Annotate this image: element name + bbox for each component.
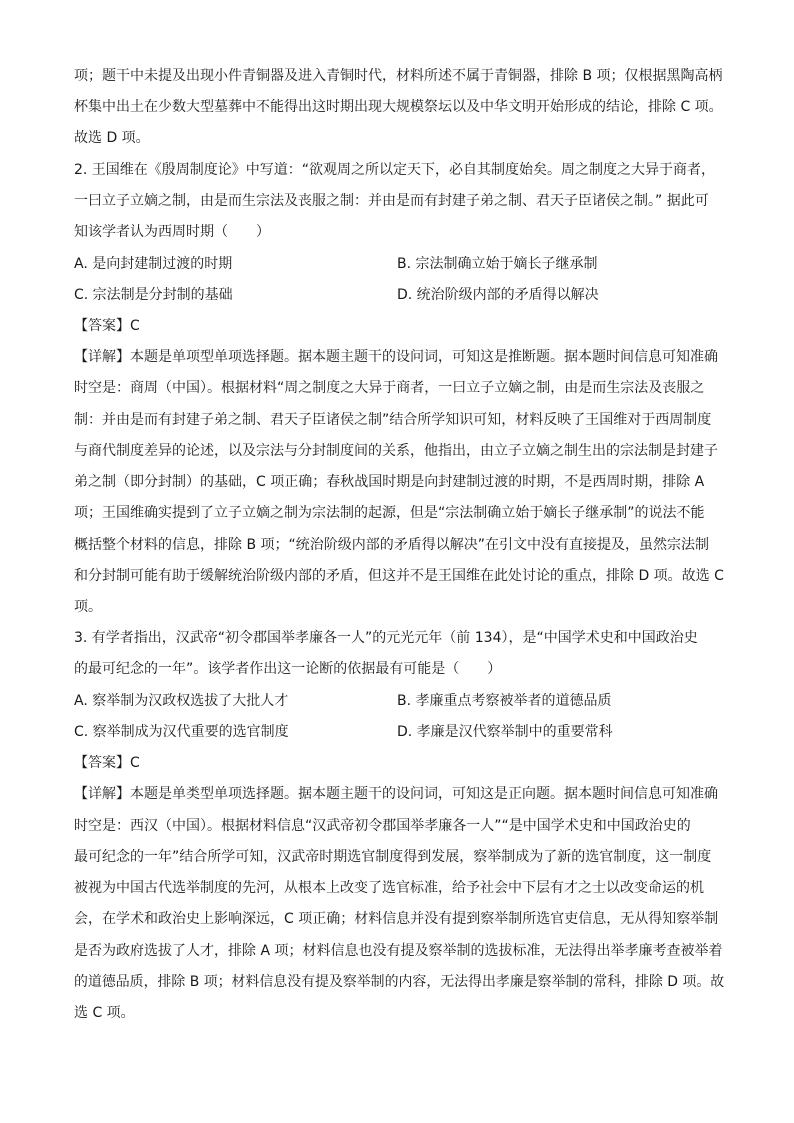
intro-line-1: 项；题干中未提及出现小件青铜器及进入青铜时代，材料所述不属于青铜器，排除 B 项；仅根据黑陶高柄 <box>74 68 723 84</box>
q2-option-d: D. 统治阶级内部的矛盾得以解决 <box>397 287 599 303</box>
q2-detail-line-4: 与商代制度差异的论述，以及宗法与分封制度间的关系，他指出，由立子立嫡之制生出的宗法制是封建子 <box>74 443 718 459</box>
q2-detail-line-5: 弟之制（即分封制）的基础，C 项正确；春秋战国时期是向封建制过渡的时期，不是西周时期，排除 A <box>74 474 705 490</box>
q3-detail-line-3: 最可纪念的一年”结合所学可知，汉武帝时期选官制度得到发展，察举制成为了新的选官制度，这一制度 <box>74 849 712 865</box>
q2-detail-line-3: 制：并由是而有封建子弟之制、君天子臣诸侯之制”结合所学知识可知，材料反映了王国维对于西周制度 <box>74 412 712 428</box>
q2-detail-line-9: 项。 <box>74 599 102 615</box>
q3-detail-line-6: 是否为政府选拔了人才，排除 A 项；材料信息也没有提及察举制的选拔标准，无法得出举孝廉考查被举着 <box>74 943 723 959</box>
q2-answer: 【答案】C <box>74 318 140 334</box>
q3-option-c: C. 察举制成为汉代重要的选官制度 <box>74 724 289 740</box>
q3-option-d: D. 孝廉是汉代察举制中的重要常科 <box>397 724 613 740</box>
q2-option-c: C. 宗法制是分封制的基础 <box>74 287 233 303</box>
q3-stem-line-2: 的最可纪念的一年”。该学者作出这一论断的依据最有可能是（ ） <box>74 661 502 677</box>
q3-detail-line-4: 被视为中国古代选举制度的先河，从根本上改变了选官标准，给予社会中下层有才之士以改变命运的机 <box>74 880 704 896</box>
q3-detail-line-7: 的道德品质，排除 B 项；材料信息没有提及察举制的内容，无法得出孝廉是察举制的常科，排除 D 项。故 <box>74 974 725 990</box>
q2-option-b: B. 宗法制确立始于嫡长子继承制 <box>397 256 598 272</box>
q2-stem-line-2: 一曰立子立嫡之制，由是而生宗法及丧服之制：并由是而有封建子弟之制、君天子臣诸侯之制。” 据此可 <box>74 193 709 209</box>
q2-detail-line-2: 时空是：商周（中国）。根据材料“周之制度之大异于商者，一曰立子立嫡之制，由是而生宗法及丧服之 <box>74 380 705 396</box>
q2-detail-line-6: 项；王国维确实提到了立子立嫡之制为宗法制的起源，但是“宗法制确立始于嫡长子继承制”的说法不能 <box>74 505 705 521</box>
q2-option-a: A. 是向封建制过渡的时期 <box>74 256 233 272</box>
intro-line-2: 杯集中出土在少数大型墓葬中不能得出这时期出现大规模祭坛以及中华文明开始形成的结论，排除 C 项。 <box>74 99 723 115</box>
q2-stem-line-1: 2. 王国维在《殷周制度论》中写道：“欲观周之所以定天下，必自其制度始矣。周之制度之大异于商者， <box>74 162 716 178</box>
q2-detail-line-1: 【详解】本题是单项型单项选择题。据本题主题干的设问词，可知这是推断题。据本题时间信息可知准确 <box>74 349 718 365</box>
q3-detail-line-5: 会，在学术和政治史上影响深远，C 项正确；材料信息并没有提到察举制所选官吏信息，无从得知察举制 <box>74 911 719 927</box>
q2-stem-line-3: 知该学者认为西周时期（ ） <box>74 224 270 240</box>
q3-answer: 【答案】C <box>74 755 140 771</box>
intro-line-3: 故选 D 项。 <box>74 130 150 146</box>
q3-option-b: B. 孝廉重点考察被举者的道德品质 <box>397 693 612 709</box>
q2-detail-line-7: 概括整个材料的信息，排除 B 项；“统治阶级内部的矛盾得以解决”在引文中没有直接提及，虽然宗法制 <box>74 537 710 553</box>
q3-detail-line-1: 【详解】本题是单类型单项选择题。据本题主题干的设问词，可知这是正向题。据本题时间信息可知准确 <box>74 786 718 802</box>
q3-option-a: A. 察举制为汉政权选拔了大批人才 <box>74 693 289 709</box>
q2-detail-line-8: 和分封制可能有助于缓解统治阶级内部的矛盾，但这并不是王国维在此处讨论的重点，排除 D 项。故选 C <box>74 568 724 584</box>
q3-detail-line-8: 选 C 项。 <box>74 1005 135 1021</box>
q3-detail-line-2: 时空是：西汉（中国）。根据材料信息“汉武帝初令郡国举孝廉各一人”“是中国学术史和中国政治史的 <box>74 818 691 834</box>
q3-stem-line-1: 3. 有学者指出，汉武帝“初令郡国举孝廉各一人”的元光元年（前 134），是“中国学术史和中国政治史 <box>74 630 698 646</box>
